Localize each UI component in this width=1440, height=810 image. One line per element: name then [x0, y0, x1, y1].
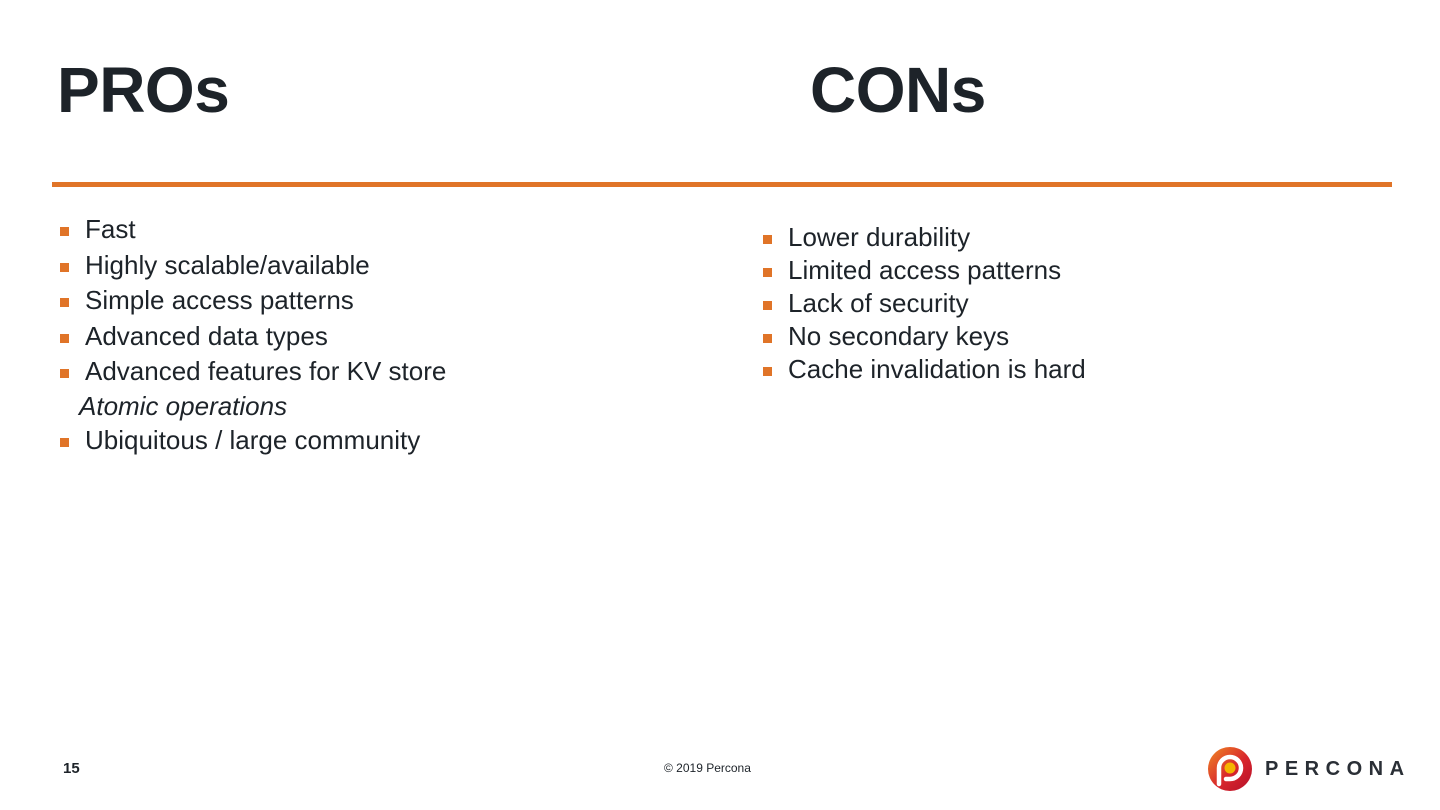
square-bullet-icon: [763, 268, 772, 277]
cons-list: [763, 221, 1086, 386]
pros-title: PROs: [57, 54, 230, 126]
title-divider: [52, 182, 1392, 187]
percona-logo-icon: [1207, 746, 1253, 792]
cons-title: CONs: [810, 54, 986, 126]
square-bullet-icon: [763, 301, 772, 310]
list-item-text: Fast: [85, 214, 136, 244]
list-item: [763, 320, 1086, 353]
square-bullet-icon: [60, 334, 69, 343]
square-bullet-icon: [763, 367, 772, 376]
list-item: [763, 287, 1086, 320]
list-item-text: No secondary keys: [788, 321, 1010, 351]
list-item: [60, 319, 446, 355]
list-item-text: Advanced data types: [85, 320, 328, 351]
square-bullet-icon: [763, 334, 772, 343]
page-number: 15: [63, 760, 80, 777]
list-item-text: Lack of security: [788, 288, 969, 318]
list-item-text: Advanced features for KV store: [85, 356, 447, 386]
list-subitem: [60, 390, 446, 423]
list-item-text: Ubiquitous / large community: [85, 424, 421, 455]
list-item: [60, 423, 446, 459]
square-bullet-icon: [60, 369, 69, 378]
square-bullet-icon: [60, 438, 69, 447]
list-item-text: Lower durability: [788, 222, 971, 252]
list-item-text: Cache invalidation is hard: [788, 354, 1086, 384]
list-item: [60, 354, 446, 390]
pros-list: [60, 212, 446, 458]
list-item: [60, 212, 446, 248]
list-item: [763, 353, 1086, 386]
square-bullet-icon: [763, 235, 772, 244]
percona-logo: [1207, 746, 1411, 792]
list-item-text: Highly scalable/available: [85, 249, 370, 280]
list-item: [60, 248, 446, 284]
logo-wordmark: PERCONA: [1265, 757, 1411, 780]
square-bullet-icon: [60, 298, 69, 307]
square-bullet-icon: [60, 263, 69, 272]
list-item-text: Limited access patterns: [788, 255, 1062, 285]
list-item: [763, 221, 1086, 254]
list-item-text: Simple access patterns: [85, 285, 354, 315]
list-item: [60, 283, 446, 319]
list-subitem-text: Atomic operations: [79, 390, 288, 421]
list-item: [763, 254, 1086, 287]
copyright-notice: © 2019 Percona: [664, 761, 751, 775]
square-bullet-icon: [60, 227, 69, 236]
